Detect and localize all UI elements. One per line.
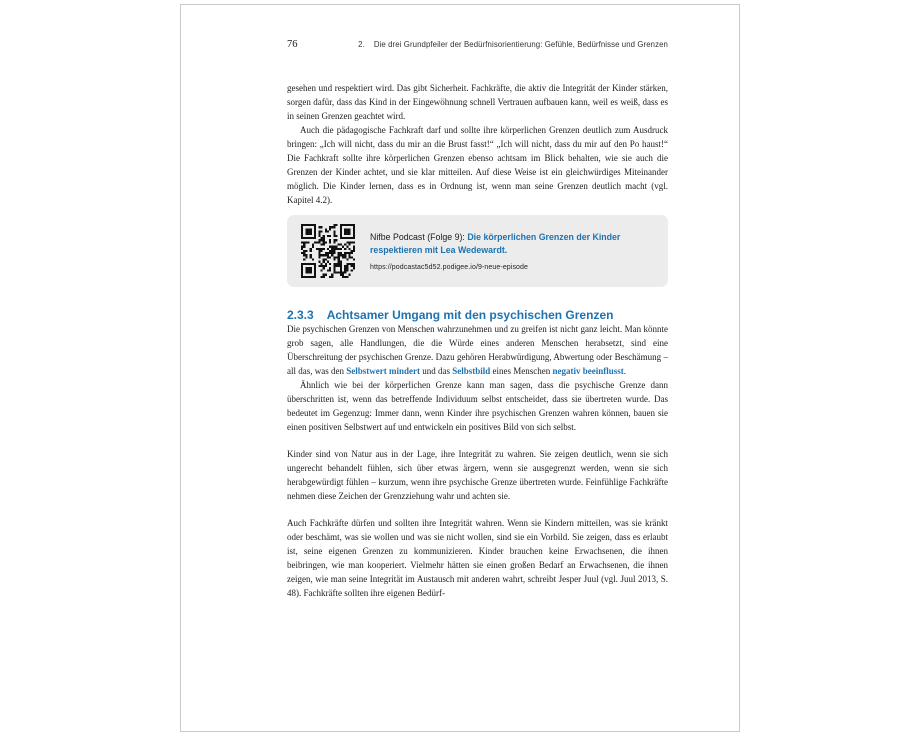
body-text — [287, 81, 668, 600]
paragraph-4: Ähnlich wie bei der körperlichen Grenze kann man sagen, dass die psychische Grenze dann überschritten ist, wenn das betreffende Individuum selbst entscheidet, dass sie übertreten wurde. Das bedeutet im Gegenzug: Immer dann, wenn Kinder ihre psychischen Grenzen wahren können, bauen sie einen positiven Selbstwert auf und entwickeln ein positives Bild von sich selbst. — [287, 380, 668, 432]
chapter-title: Die drei Grundpfeiler der Bedürfnisorientierung: Gefühle, Bedürfnisse und Grenzen — [373, 40, 668, 49]
section-number: 2.3.3 — [287, 308, 314, 322]
running-chapter-title — [358, 40, 668, 49]
podcast-title-line — [370, 231, 654, 257]
page-content — [287, 39, 668, 600]
podcast-text — [370, 231, 654, 271]
section-title: Achtsamer Umgang mit den psychischen Grenzen — [326, 308, 614, 322]
paragraph-1: gesehen und respektiert wird. Das gibt Sicherheit. Fachkräfte, die aktiv die Integrität der Kinder stärken, sorgen dafür, dass das Kind in der Eingewöhnung schnell Vertrauen aufbauen kann, weil es weiß, dass es in seinen Grenzen geachtet wird. — [287, 83, 668, 121]
paragraph-5: Kinder sind von Natur aus in der Lage, ihre Integrität zu wahren. Sie zeigen deutlich, wenn sie sich ungerecht behandelt fühlen, sich über etwas ärgern, wenn sie ausgegrenzt werden, wenn sie sich herabgewürdigt fühlen – kurzum, wenn ihre psychische Grenze übertreten wurde. Feinfühlige Fachkräfte nehmen diese Zeichen der Grenzziehung wahr und achten sie. — [287, 449, 668, 501]
paragraph-2: Auch die pädagogische Fachkraft darf und sollte ihre körperlichen Grenzen deutlich zum Ausdruck bringen: „Ich will nicht, dass du mir an die Brust fasst!“ „Ich will nicht, dass du mir auf den Po haust!“ Die Fachkraft sollte ihre körperlichen Grenzen ebenso achtsam im Blick behalten, wie sie auch die Grenzen der Kinder achtet, und sie klar mitteilen. Auf diese Weise ist ein gleichwürdiges Miteinander möglich. Die Kinder lernen, dass es in Ordnung ist, wenn man seine Grenzen deutlich macht (vgl. Kapitel 4.2). — [287, 125, 668, 205]
chapter-number: 2. — [358, 40, 365, 49]
book-page — [180, 4, 740, 732]
podcast-episode-title: Die körperlichen Grenzen der Kinder respektieren mit Lea Wedewardt. — [370, 232, 621, 255]
accent-term-selbstwert: Selbstwert mindert — [346, 366, 420, 376]
section-heading — [287, 308, 668, 322]
paragraph-6: Auch Fachkräfte dürfen und sollten ihre Integrität wahren. Wenn sie Kindern mitteilen, was sie kränkt oder beschämt, was sie wollen und was sie nicht wollen, sind sie ein Vorbild. Sie zeigen, dass es erlaubt ist, seine eigenen Grenzen zu kommunizieren. Kinder brauchen keine Erwachsenen, die ihnen beibringen, wie man kooperiert. Vielmehr hätten sie einen großen Bedarf an Erwachsenen, die ihnen zeigen, wie man seine Integrität im Austausch mit anderen wahrt, schreibt Jesper Juul (vgl. Juul 2013, S. 48). Fachkräfte sollten ihre eigenen Bedürf- — [287, 518, 668, 598]
podcast-box — [287, 215, 668, 287]
podcast-url-link[interactable]: https://podcastac5d52.podigee.io/9-neue-episode — [370, 264, 529, 271]
page-header — [287, 39, 668, 50]
paragraph-3-text: . — [623, 366, 627, 376]
paragraph-3-text: Die psychischen Grenzen von Menschen wahrzunehmen und zu greifen ist nicht ganz leicht. Man könnte grob sagen, alle Handlungen, die die Würde eines anderen Menschen herabsetzt, sind eine Überschreitung der psychischen Grenze. Dazu gehören Herabwürdigung, Abwertung oder Beschämung – all das, was den — [287, 324, 668, 376]
paragraph-3-text: und das — [419, 366, 453, 376]
qr-code-icon — [301, 224, 355, 278]
paragraph-3-text: eines Menschen — [490, 366, 553, 376]
page-number: 76 — [287, 39, 298, 50]
paragraph-3 — [287, 322, 668, 378]
accent-term-selbstbild: Selbstbild — [452, 366, 491, 376]
accent-term-negativ-beeinflusst: negativ beeinflusst — [552, 366, 624, 376]
podcast-label: Nifbe Podcast (Folge 9): — [370, 232, 468, 242]
